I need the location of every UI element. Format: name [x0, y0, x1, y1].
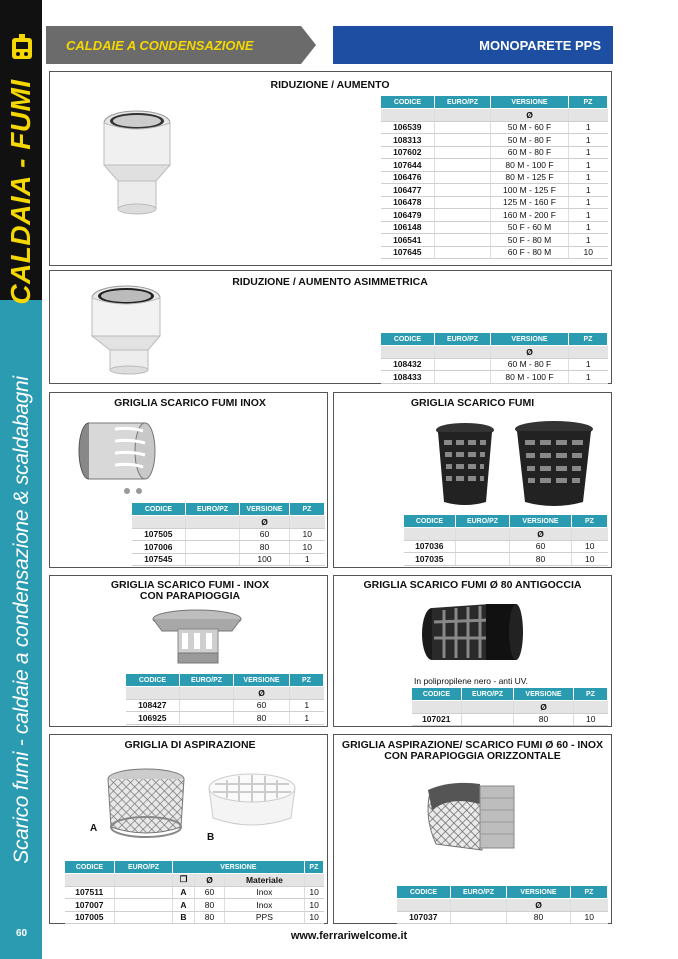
table-row: 108313 50 M - 80 F 1 [381, 134, 608, 147]
horizontal-rain-cap-grille-image [420, 780, 520, 855]
sidebar-subtitle: Scarico fumi - caldaie a condensazione & scaldabagni [10, 376, 33, 864]
table-row: 107505 60 10 [132, 528, 325, 541]
table-row: 107035 80 10 [404, 553, 608, 566]
table-row: 106539 50 M - 60 F 1 [381, 121, 608, 134]
sidebar-category: CALDAIA - FUMI [5, 79, 36, 305]
table-row: 106477 100 M - 125 F 1 [381, 184, 608, 197]
table-row: 107037 80 10 [397, 911, 608, 924]
product-table-asimmetrica: CODICE EURO/PZ VERSIONE PZ Ø 108432 60 M - 80 F 1 108433 80 M - 100 F 1 [380, 332, 608, 384]
product-title: RIDUZIONE / AUMENTO ASIMMETRICA [232, 276, 428, 288]
product-table-griglia-fumi: CODICE EURO/PZ VERSIONE PZ Ø 107036 60 10 107035 80 10 [403, 514, 608, 566]
product-title: GRIGLIA SCARICO FUMI [410, 397, 535, 409]
label-b: B [207, 832, 215, 843]
header-right-title: MONOPARETE PPS [479, 38, 601, 53]
col-qty: PZ [569, 96, 608, 109]
anti-drip-grille-image [420, 598, 525, 666]
table-row: 108427 60 1 [126, 699, 324, 712]
page-number: 60 [16, 928, 28, 939]
product-title: RIDUZIONE / AUMENTO [270, 79, 390, 91]
label-a: A [90, 823, 98, 834]
reducer-pipe-image [100, 103, 175, 215]
table-row: 107511 A 60 Inox 10 [65, 886, 324, 899]
table-row: 107006 80 10 [132, 541, 325, 554]
table-row: 106478 125 M - 160 F 1 [381, 196, 608, 209]
inox-intake-grille-image [105, 765, 187, 843]
product-table-griglia-antigoccia: CODICE EURO/PZ VERSIONE PZ Ø 107021 80 10 [411, 687, 608, 726]
product-table-griglia-inox: CODICE EURO/PZ VERSIONE PZ Ø 107505 60 10 107006 80 10 107545 100 1 [131, 502, 325, 566]
table-row: 106148 50 F - 60 M 1 [381, 221, 608, 234]
asymmetric-reducer-image [88, 280, 168, 375]
inox-grille-image [75, 415, 160, 497]
header-left-title: CALDAIE A CONDENSAZIONE [66, 38, 254, 53]
table-row: 106479 160 M - 200 F 1 [381, 209, 608, 222]
col-code: CODICE [381, 96, 435, 109]
black-grille-image-large [513, 420, 595, 510]
product-note: In polipropilene nero - anti UV. [414, 676, 529, 686]
table-row: 107644 80 M - 100 F 1 [381, 159, 608, 172]
table-row: 106476 80 M - 125 F 1 [381, 171, 608, 184]
product-table-griglia-orizzontale: CODICE EURO/PZ VERSIONE PZ Ø 107037 80 10 [396, 885, 608, 924]
product-title: GRIGLIA DI ASPIRAZIONE [124, 739, 256, 751]
table-row: 108433 80 M - 100 F 1 [381, 371, 608, 384]
table-row: 107036 60 10 [404, 540, 608, 553]
header-right-banner [333, 26, 613, 64]
table-row: 106925 80 1 [126, 712, 324, 725]
table-row: 107021 80 10 [412, 713, 608, 726]
table-row: 107602 60 M - 80 F 1 [381, 146, 608, 159]
boiler-icon [7, 34, 37, 62]
table-row: 107007 A 80 Inox 10 [65, 899, 324, 912]
pps-intake-grille-image [205, 772, 300, 834]
table-row: 108432 60 M - 80 F 1 [381, 358, 608, 371]
product-title: GRIGLIA SCARICO FUMI INOX [114, 397, 266, 409]
table-row: 107645 60 F - 80 M 10 [381, 246, 608, 259]
table-row: 107005 B 80 PPS 10 [65, 911, 324, 924]
rain-cap-grille-image [150, 603, 245, 668]
footer-website[interactable]: www.ferrariwelcome.it [290, 930, 408, 942]
product-title: GRIGLIA ASPIRAZIONE/ SCARICO FUMI Ø 60 - INOX CON PARAPIOGGIA ORIZZONTALE [341, 739, 604, 762]
black-grille-image-small [434, 422, 496, 510]
col-price: EURO/PZ [435, 96, 491, 109]
table-row: 106541 50 F - 80 M 1 [381, 234, 608, 247]
product-title: GRIGLIA SCARICO FUMI - INOX CON PARAPIOGGIA [110, 579, 270, 602]
product-table-griglia-parapioggia: CODICE EURO/PZ VERSIONE PZ Ø 108427 60 1 106925 80 1 [125, 673, 324, 725]
product-table-griglia-aspirazione: CODICE EURO/PZ VERSIONE PZ ❐ Ø Materiale 107511 A 60 Inox 10 107007 A 80 Inox 10 107005 B 80 PPS 10 [64, 860, 324, 924]
col-version: VERSIONE [491, 96, 569, 109]
product-table-riduzione [380, 95, 608, 259]
product-title: GRIGLIA SCARICO FUMI Ø 80 ANTIGOCCIA [363, 579, 582, 591]
table-row: 107545 100 1 [132, 553, 325, 566]
diameter-label: Ø [491, 109, 569, 122]
